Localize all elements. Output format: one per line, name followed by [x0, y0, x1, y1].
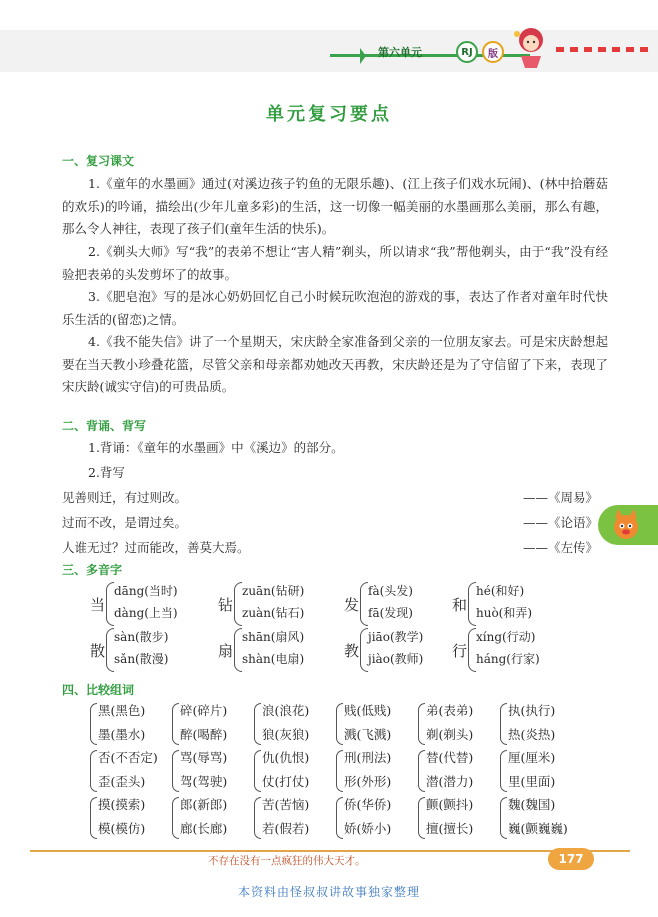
edition-badge-ban: 版 — [482, 41, 504, 63]
polyphone-char: 钻 — [218, 596, 234, 614]
polyphone-char: 当 — [90, 596, 106, 614]
compare-group — [418, 795, 500, 841]
polyphone-char: 教 — [344, 642, 360, 660]
side-tab — [598, 505, 658, 545]
polyphone-char: 行 — [452, 642, 468, 660]
brace — [336, 750, 343, 792]
polyphone-group — [452, 628, 582, 672]
review-paragraph-3: 3.《肥皂泡》写的是冰心奶奶回忆自己小时候玩吹泡泡的游戏的事，表达了作者对童年时代快乐生活的(留恋)之情。 — [62, 289, 608, 327]
brace — [418, 797, 425, 839]
polyphone-reading: dāng(当时) — [114, 584, 178, 598]
brace — [90, 750, 97, 792]
polyphone-char: 发 — [344, 596, 360, 614]
compare-word: 刑(刑法) — [344, 750, 392, 765]
brace — [90, 797, 97, 839]
polyphone-char: 扇 — [218, 642, 234, 660]
polyphone-reading: sàn(散步) — [114, 630, 169, 644]
brace — [360, 582, 368, 626]
compare-word: 郎(新郎) — [180, 797, 228, 812]
polyphone-group — [452, 582, 582, 626]
compare-word: 厘(厘米) — [508, 750, 556, 765]
brace — [254, 703, 261, 745]
compare-group — [500, 701, 582, 747]
brace — [500, 750, 507, 792]
recite-item-2: 2.背写 — [88, 465, 125, 480]
quote-text: 过而不改，是谓过矣。 — [62, 515, 188, 530]
brace — [360, 628, 368, 672]
compare-word: 仇(仇恨) — [262, 750, 310, 765]
brace — [234, 628, 242, 672]
brace — [468, 582, 476, 626]
compare-group — [336, 748, 418, 794]
compare-word: 驾(驾驶) — [180, 774, 228, 789]
polyphone-reading: háng(行家) — [476, 652, 540, 666]
polyphone-reading: xíng(行动) — [476, 630, 536, 644]
compare-word: 仗(打仗) — [262, 774, 310, 789]
compare-word: 里(里面) — [508, 774, 556, 789]
compare-word: 魏(魏国) — [508, 797, 556, 812]
compare-word: 执(执行) — [508, 703, 556, 718]
quote-text: 见善则迁，有过则改。 — [62, 490, 188, 505]
quote-source: ——《左传》 — [522, 540, 598, 555]
brace — [106, 628, 114, 672]
polyphone-group — [218, 582, 348, 626]
brace — [172, 750, 179, 792]
quote-source: ——《周易》 — [522, 490, 598, 505]
polyphone-group — [90, 628, 220, 672]
compare-word: 剃(剃头) — [426, 727, 474, 742]
brace — [172, 797, 179, 839]
polyphone-char: 和 — [452, 596, 468, 614]
polyphone-reading: shàn(电扇) — [242, 652, 305, 666]
checker-decoration — [556, 44, 656, 56]
compare-word: 苦(苦恼) — [262, 797, 310, 812]
compare-word: 模(模仿) — [98, 821, 146, 836]
compare-group — [254, 748, 336, 794]
compare-word: 热(炎热) — [508, 727, 556, 742]
compare-word: 醉(喝醉) — [180, 727, 228, 742]
compare-group — [500, 795, 582, 841]
compare-group — [418, 701, 500, 747]
polyphone-reading: hé(和好) — [476, 584, 525, 598]
compare-group — [254, 701, 336, 747]
polyphone-group — [218, 628, 348, 672]
page-title: 单元复习要点 — [266, 104, 392, 125]
footer-motto: 不存在没有一点疯狂的伟大天才。 — [208, 855, 366, 867]
brace — [336, 797, 343, 839]
compare-group — [500, 748, 582, 794]
page-number: 177 — [548, 848, 594, 870]
review-paragraph-1: 1.《童年的水墨画》通过(对溪边孩子钓鱼的无限乐趣)、(江上孩子们戏水玩闹)、(林中拾蘑菇的欢乐)的吟诵，描绘出(少年儿童多彩)的生活，这一切像一幅美丽的水墨画那么美丽，那么有趣，那么令人神往，表现了孩子们(童年生活的快乐)。 — [62, 176, 608, 236]
brace — [336, 703, 343, 745]
compare-word: 巍(颤巍巍) — [508, 821, 568, 836]
compare-word: 歪(歪头) — [98, 774, 146, 789]
compare-group — [90, 795, 172, 841]
polyphone-reading: fà(头发) — [368, 584, 413, 598]
compare-word: 贱(低贱) — [344, 703, 392, 718]
compare-word: 侨(华侨) — [344, 797, 392, 812]
unit-label: 第六单元 — [378, 46, 422, 59]
compare-group — [90, 701, 172, 747]
compare-word: 否(不否定) — [98, 750, 158, 765]
quote-source: ——《论语》 — [522, 515, 598, 530]
compare-word: 弟(表弟) — [426, 703, 474, 718]
polyphone-reading: zuān(钻研) — [242, 584, 305, 598]
compare-word: 碎(碎片) — [180, 703, 228, 718]
compare-word: 廊(长廊) — [180, 821, 228, 836]
section-heading-recite: 二、背诵、背写 — [62, 419, 147, 433]
polyphone-reading: sǎn(散漫) — [114, 652, 169, 666]
compare-group — [172, 748, 254, 794]
review-paragraph-4: 4.《我不能失信》讲了一个星期天，宋庆龄全家准备到父亲的一位朋友家去。可是宋庆龄想起要在当天教小珍叠花篮，尽管父亲和母亲都劝她改天再教，宋庆龄还是为了守信留了下来，表现了宋庆龄(诚实守信)的可贵品质。 — [62, 334, 608, 394]
compare-group — [172, 795, 254, 841]
compare-word: 擅(擅长) — [426, 821, 474, 836]
brace — [500, 703, 507, 745]
compare-word: 黑(黑色) — [98, 703, 146, 718]
polyphone-reading: shān(扇风) — [242, 630, 305, 644]
compare-group — [336, 701, 418, 747]
section-heading-polyphones: 三、多音字 — [62, 563, 123, 577]
brace — [418, 750, 425, 792]
footer-rule — [30, 850, 630, 852]
compare-group — [90, 748, 172, 794]
polyphone-reading: zuàn(钻石) — [242, 606, 305, 620]
cartoon-girl-illustration — [508, 22, 554, 70]
brace — [254, 750, 261, 792]
compare-word: 形(外形) — [344, 774, 392, 789]
compare-group — [172, 701, 254, 747]
section-heading-review: 一、复习课文 — [62, 154, 135, 168]
edition-badge-rj: RJ — [456, 41, 478, 63]
polyphone-reading: huò(和弄) — [476, 606, 533, 620]
compare-word: 骂(辱骂) — [180, 750, 228, 765]
recite-item-1: 1.背诵：《童年的水墨画》中《溪边》的部分。 — [88, 440, 344, 455]
brace — [418, 703, 425, 745]
polyphone-reading: jiāo(教学) — [368, 630, 424, 644]
compare-word: 墨(墨水) — [98, 727, 146, 742]
brace — [172, 703, 179, 745]
cartoon-fox-icon — [606, 505, 646, 545]
compare-word: 溅(飞溅) — [344, 727, 392, 742]
polyphone-reading: dàng(上当) — [114, 606, 178, 620]
compare-word: 若(假若) — [262, 821, 310, 836]
compare-word: 颤(颤抖) — [426, 797, 474, 812]
polyphone-reading: jiào(教师) — [368, 652, 424, 666]
compare-group — [418, 748, 500, 794]
compare-word: 狼(灰狼) — [262, 727, 310, 742]
review-paragraph-2: 2.《剃头大师》写“我”的表弟不想让“害人精”剃头，所以请求“我”帮他剃头，由于“我”没有经验把表弟的头发剪坏了的故事。 — [62, 244, 608, 282]
section-heading-compare: 四、比较组词 — [62, 683, 135, 697]
quote-text: 人谁无过？过而能改，善莫大焉。 — [62, 540, 250, 555]
brace — [500, 797, 507, 839]
compare-word: 娇(娇小) — [344, 821, 392, 836]
brace — [234, 582, 242, 626]
polyphone-group — [90, 582, 220, 626]
polyphone-char: 散 — [90, 642, 106, 660]
credit-line: 本资料由怪叔叔讲故事独家整理 — [237, 885, 420, 899]
compare-word: 浪(浪花) — [262, 703, 310, 718]
brace — [254, 797, 261, 839]
compare-group — [336, 795, 418, 841]
compare-group — [254, 795, 336, 841]
brace — [468, 628, 476, 672]
compare-word: 摸(摸索) — [98, 797, 146, 812]
polyphone-reading: fā(发现) — [368, 606, 413, 620]
compare-word: 潜(潜力) — [426, 774, 474, 789]
compare-word: 替(代替) — [426, 750, 474, 765]
brace — [90, 703, 97, 745]
brace — [106, 582, 114, 626]
